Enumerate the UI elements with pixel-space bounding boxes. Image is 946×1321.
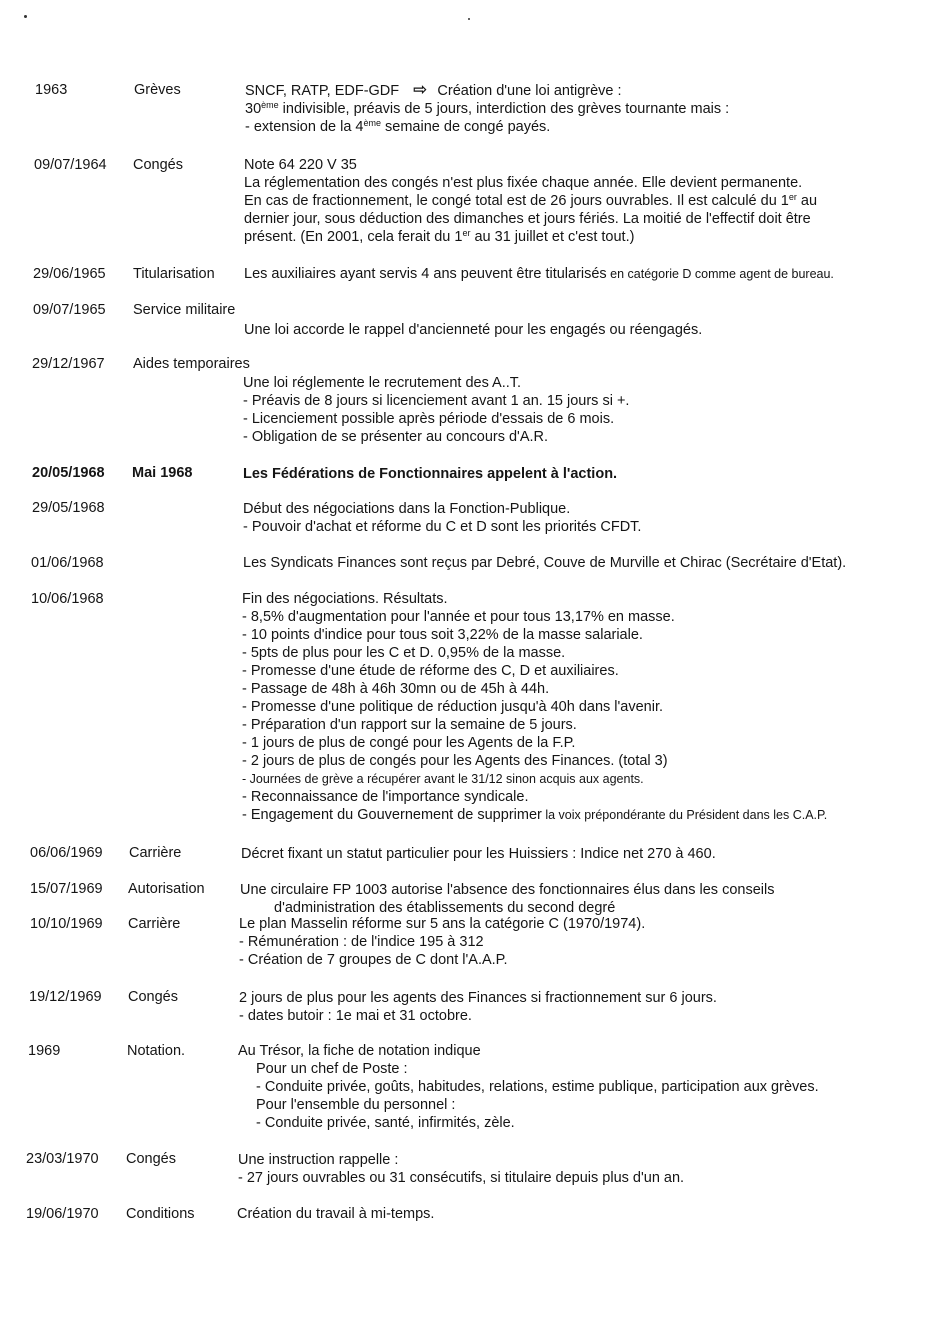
entry-category: Service militaire xyxy=(133,302,236,318)
entry-date: 23/03/1970 xyxy=(26,1151,99,1167)
text: Les auxiliaires ayant servis 4 ans peuvent être titularisés xyxy=(244,266,607,282)
entry-category: Conditions xyxy=(126,1206,195,1222)
entry-date: 19/06/1970 xyxy=(26,1206,99,1222)
entry-description xyxy=(240,881,774,917)
description-line xyxy=(242,806,827,824)
entry-category: Autorisation xyxy=(128,881,205,897)
description-line: - Préavis de 8 jours si licenciement avant 1 an. 15 jours si +. xyxy=(243,393,630,409)
entry-category: Mai 1968 xyxy=(132,465,193,481)
description-line: - 27 jours ouvrables ou 31 consécutifs, si titulaire depuis plus d'un an. xyxy=(238,1170,685,1186)
description-line: - 1 jours de plus de congé pour les Agents de la F.P. xyxy=(242,735,576,751)
text-small: la voix prépondérante du Président dans les C.A.P. xyxy=(541,808,828,822)
description-line xyxy=(244,265,834,283)
text: Création d'une loi antigrève : xyxy=(437,83,622,99)
description-line: Au Trésor, la fiche de notation indique xyxy=(238,1043,481,1059)
entry-category: Congés xyxy=(126,1151,176,1167)
entry-description xyxy=(241,845,716,863)
description-line: - dates butoir : 1e mai et 31 octobre. xyxy=(239,1008,472,1024)
description-line: Le plan Masselin réforme sur 5 ans la catégorie C (1970/1974). xyxy=(239,916,646,932)
entry-date: 01/06/1968 xyxy=(31,555,104,571)
superscript: er xyxy=(462,228,471,238)
scan-speck xyxy=(468,18,470,20)
entry-description xyxy=(244,265,834,283)
entry-date: 29/05/1968 xyxy=(32,500,105,516)
entry-date: 1963 xyxy=(35,82,68,98)
description-line: Une instruction rappelle : xyxy=(238,1152,399,1168)
description-line: - Promesse d'une politique de réduction jusqu'à 40h dans l'avenir. xyxy=(242,699,664,715)
description-line: Décret fixant un statut particulier pour les Huissiers : Indice net 270 à 460. xyxy=(241,846,716,862)
description-line: - Conduite privée, santé, infirmités, zèle. xyxy=(256,1115,515,1131)
arrow-right-icon: ⇨ xyxy=(413,80,428,99)
entry-category: Titularisation xyxy=(133,266,215,282)
description-line: - Reconnaissance de l'importance syndicale. xyxy=(242,789,529,805)
entry-date: 10/10/1969 xyxy=(30,916,103,932)
entry-date: 09/07/1964 xyxy=(34,157,107,173)
description-line: - 10 points d'indice pour tous soit 3,22% de la masse salariale. xyxy=(242,627,643,643)
description-line: - Promesse d'une étude de réforme des C, D et auxiliaires. xyxy=(242,663,619,679)
entry-date: 20/05/1968 xyxy=(32,465,105,481)
entry-description xyxy=(238,1151,684,1187)
text: présent. (En 2001, cela ferait du 1 xyxy=(244,229,463,245)
description-line: Fin des négociations. Résultats. xyxy=(242,591,448,607)
entry-description xyxy=(239,989,717,1025)
description-line: Une loi réglemente le recrutement des A..T. xyxy=(243,375,522,391)
description-line xyxy=(244,228,817,246)
description-line: - Obligation de se présenter au concours d'A.R. xyxy=(243,429,549,445)
description-line: Création du travail à mi-temps. xyxy=(237,1206,435,1222)
description-line: Note 64 220 V 35 xyxy=(244,157,357,173)
text: indivisible, préavis de 5 jours, interdiction des grèves tournante mais : xyxy=(278,101,730,117)
entry-category: Carrière xyxy=(129,845,182,861)
entry-description xyxy=(245,81,729,136)
entry-date: 15/07/1969 xyxy=(30,881,103,897)
description-line: Début des négociations dans la Fonction-Publique. xyxy=(243,501,571,517)
description-line: - Création de 7 groupes de C dont l'A.A.P. xyxy=(239,952,508,968)
text: En cas de fractionnement, le congé total est de 26 jours ouvrables. Il est calculé du 1 xyxy=(244,193,789,209)
text: au xyxy=(796,193,818,209)
description-line: - 8,5% d'augmentation pour l'année et pour tous 13,17% en masse. xyxy=(242,609,675,625)
entry-date: 29/06/1965 xyxy=(33,266,106,282)
description-line: - Rémunération : de l'indice 195 à 312 xyxy=(239,934,484,950)
text-small: en catégorie D comme agent de bureau. xyxy=(606,267,834,281)
entry-date: 09/07/1965 xyxy=(33,302,106,318)
entry-description xyxy=(243,374,629,446)
description-line: - 2 jours de plus de congés pour les Agents des Finances. (total 3) xyxy=(242,753,668,769)
entry-description xyxy=(239,915,645,969)
superscript: ème xyxy=(261,100,279,110)
entry-description xyxy=(237,1205,434,1223)
entry-category: Notation. xyxy=(127,1043,186,1059)
description-line: - Licenciement possible après période d'essais de 6 mois. xyxy=(243,411,615,427)
description-line: 2 jours de plus pour les agents des Finances si fractionnement sur 6 jours. xyxy=(239,990,717,1006)
text: - Engagement du Gouvernement de supprimer xyxy=(242,807,542,823)
description-line: - Pouvoir d'achat et réforme du C et D sont les priorités CFDT. xyxy=(243,519,642,535)
entry-description xyxy=(244,156,817,246)
text: - extension de la 4 xyxy=(245,119,364,135)
text: semaine de congé payés. xyxy=(381,119,551,135)
entry-description xyxy=(243,465,617,483)
entry-category: Carrière xyxy=(128,916,181,932)
entry-description xyxy=(243,554,846,572)
superscript: er xyxy=(788,192,797,202)
entry-description xyxy=(242,590,827,824)
entry-date: 10/06/1968 xyxy=(31,591,104,607)
entry-category: Grèves xyxy=(134,82,181,98)
entry-date: 19/12/1969 xyxy=(29,989,102,1005)
description-line: Pour l'ensemble du personnel : xyxy=(256,1097,456,1113)
text: 30 xyxy=(245,101,262,117)
description-line xyxy=(245,118,729,136)
description-line xyxy=(244,192,817,210)
text: SNCF, RATP, EDF-GDF xyxy=(245,83,400,99)
entry-description xyxy=(243,500,641,536)
description-line: Les Fédérations de Fonctionnaires appelent à l'action. xyxy=(243,466,618,482)
description-line: - 5pts de plus pour les C et D. 0,95% de la masse. xyxy=(242,645,566,661)
entry-date: 1969 xyxy=(28,1043,61,1059)
description-line: La réglementation des congés n'est plus fixée chaque année. Elle devient permanente. xyxy=(244,175,803,191)
description-line xyxy=(245,100,729,118)
entry-description xyxy=(238,1042,819,1132)
superscript: ème xyxy=(363,118,382,128)
entry-category: Congés xyxy=(128,989,178,1005)
text: au 31 juillet et c'est tout.) xyxy=(470,229,635,245)
description-line: Pour un chef de Poste : xyxy=(256,1061,408,1077)
description-line: Une circulaire FP 1003 autorise l'absence des fonctionnaires élus dans les conseils xyxy=(240,882,775,898)
description-line: Une loi accorde le rappel d'ancienneté pour les engagés ou réengagés. xyxy=(244,322,703,338)
entry-category: Congés xyxy=(133,157,183,173)
description-line: - Passage de 48h à 46h 30mn ou de 45h à 44h. xyxy=(242,681,550,697)
scan-speck xyxy=(24,15,27,18)
description-line: - Conduite privée, goûts, habitudes, relations, estime publique, participation aux grèves. xyxy=(256,1079,819,1095)
description-line: - Préparation d'un rapport sur la semaine de 5 jours. xyxy=(242,717,577,733)
description-line: Les Syndicats Finances sont reçus par Debré, Couve de Murville et Chirac (Secrétaire d'Etat). xyxy=(243,555,847,571)
description-line: dernier jour, sous déduction des dimanches et jours fériés. La moitié de l'effectif doit être xyxy=(244,211,811,227)
entry-description xyxy=(244,321,702,339)
entry-category: Aides temporaires xyxy=(133,356,250,372)
entry-date: 29/12/1967 xyxy=(32,356,105,372)
description-line: - Journées de grève a récupérer avant le 31/12 sinon acquis aux agents. xyxy=(242,772,644,786)
description-line: d'administration des établissements du second degré xyxy=(274,900,616,916)
description-line xyxy=(245,81,729,100)
entry-date: 06/06/1969 xyxy=(30,845,103,861)
